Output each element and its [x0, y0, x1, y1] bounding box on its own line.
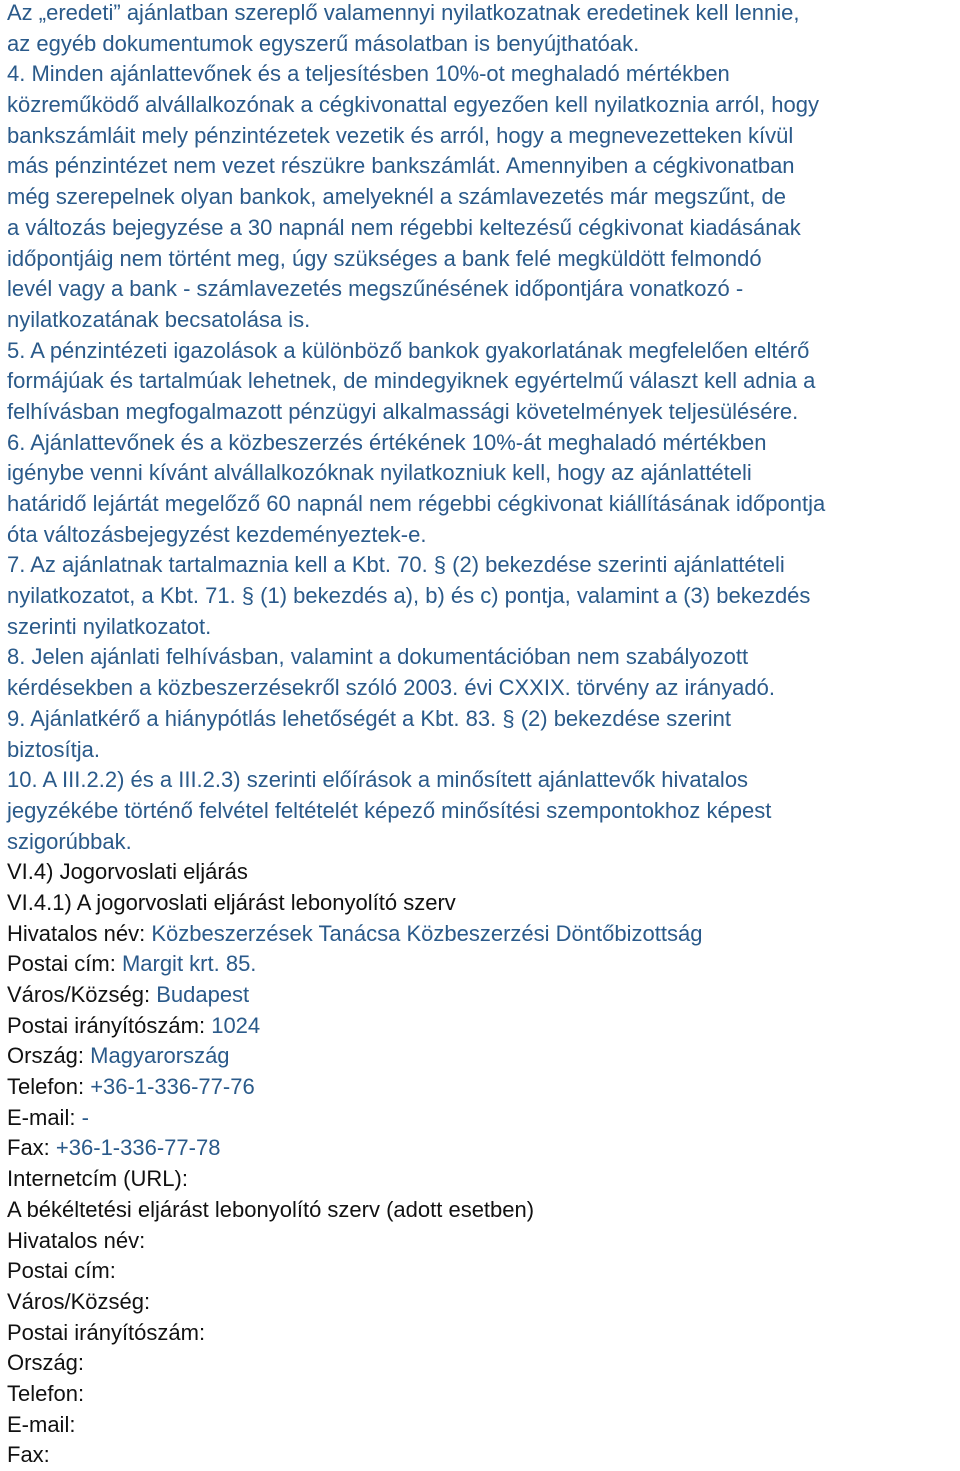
fax-row — [7, 1133, 950, 1164]
paragraph-line: jegyzékébe történő felvétel feltételét képező minősítési szempontokhoz képest — [7, 797, 772, 823]
paragraph-line: formájúak és tartalmúak lehetnek, de mindegyiknek egyértelmű választ kell adnia a — [7, 368, 816, 394]
section-subheading: VI.4.1) A jogorvoslati eljárást lebonyolító szerv — [7, 889, 456, 915]
city-value: Budapest — [156, 982, 250, 1007]
paragraph-line: levél vagy a bank - számlavezetés megszűnésének időpontjára vonatkozó - — [7, 276, 744, 302]
phone-label: Telefon: — [7, 1074, 85, 1100]
conditions-paragraphs — [7, 0, 950, 857]
mediation-postal-code-label: Postai irányítószám: — [7, 1319, 206, 1345]
paragraph-line: óta változásbejegyzést kezdeményeztek-e. — [7, 521, 427, 547]
mediation-address-label: Postai cím: — [7, 1258, 116, 1284]
mediation-heading: A békéltetési eljárást lebonyolító szerv (adott esetben) — [7, 1196, 535, 1222]
mediation-body-block — [7, 1195, 950, 1471]
postal-address-row — [7, 949, 950, 980]
paragraph-line: kérdésekben a közbeszerzésekről szóló 2003. évi CXXIX. törvény az irányadó. — [7, 675, 775, 701]
country-value: Magyarország — [90, 1043, 230, 1069]
email-label: E-mail: — [7, 1104, 76, 1130]
fax-value: +36-1-336-77-78 — [55, 1135, 221, 1161]
mediation-name-label: Hivatalos név: — [7, 1227, 146, 1253]
official-name-label: Hivatalos név: — [7, 920, 146, 946]
paragraph-line: 5. A pénzintézeti igazolások a különböző bankok gyakorlatának megfelelően eltérő — [7, 337, 810, 363]
mediation-email-label: E-mail: — [7, 1411, 76, 1437]
postal-address-value: Margit krt. 85. — [121, 951, 257, 977]
url-label: Internetcím (URL): — [7, 1166, 188, 1192]
paragraph-line: 7. Az ajánlatnak tartalmaznia kell a Kbt. 70. § (2) bekezdése szerinti ajánlattételi — [7, 552, 785, 578]
city-label: Város/Község: — [7, 982, 151, 1007]
email-row — [7, 1103, 950, 1134]
country-label: Ország: — [7, 1043, 85, 1069]
paragraph-line: nyilatkozatának becsatolása is. — [7, 306, 311, 332]
paragraph-line: biztosítja. — [7, 736, 100, 762]
paragraph-line: a változás bejegyzése a 30 napnál nem régebbi keltezésű cégkivonat kiadásának — [7, 214, 801, 240]
city-row — [7, 980, 950, 1011]
official-name-value: Közbeszerzések Tanácsa Közbeszerzési Döntőbizottság — [151, 920, 703, 946]
paragraph-line: nyilatkozatot, a Kbt. 71. § (1) bekezdés a), b) és c) pontja, valamint a (3) bekezdés — [7, 583, 811, 609]
mediation-fax-label: Fax: — [7, 1442, 50, 1468]
paragraph-line: 4. Minden ajánlattevőnek és a teljesítésben 10%-ot meghaladó mértékben — [7, 61, 730, 87]
paragraph-line: még szerepelnek olyan bankok, amelyeknél a számlavezetés már megszűnt, de — [7, 184, 786, 210]
paragraph-line: szerinti nyilatkozatot. — [7, 613, 212, 639]
postal-code-row — [7, 1011, 950, 1042]
paragraph-line: Az „eredeti” ajánlatban szereplő valamennyi nyilatkozatnak eredetinek kell lennie, — [7, 0, 800, 25]
country-row — [7, 1041, 950, 1072]
official-name-row — [7, 919, 950, 950]
mediation-phone-label: Telefon: — [7, 1380, 85, 1406]
phone-row — [7, 1072, 950, 1103]
paragraph-line: határidő lejártát megelőző 60 napnál nem régebbi cégkivonat kiállításának időpontja — [7, 491, 826, 516]
paragraph-line: 6. Ajánlattevőnek és a közbeszerzés értékének 10%-át meghaladó mértékben — [7, 429, 767, 455]
paragraph-line: szigorúbbak. — [7, 828, 132, 854]
mediation-country-label: Ország: — [7, 1350, 85, 1376]
postal-address-label: Postai cím: — [7, 951, 116, 977]
paragraph-line: időpontjáig nem történt meg, úgy szükséges a bank felé megküldött felmondó — [7, 245, 762, 271]
paragraph-line: bankszámláit mely pénzintézetek vezetik és arról, hogy a megnevezetteken kívül — [7, 122, 794, 148]
review-body-block — [7, 919, 950, 1195]
paragraph-line: 8. Jelen ajánlati felhívásban, valamint a dokumentációban nem szabályozott — [7, 644, 749, 670]
postal-code-value: 1024 — [211, 1012, 261, 1038]
paragraph-line: igénybe venni kívánt alvállalkozóknak nyilatkozniuk kell, hogy az ajánlattételi — [7, 460, 752, 486]
paragraph-line: 10. A III.2.2) és a III.2.3) szerinti előírások a minősített ajánlattevők hivatalos — [7, 767, 749, 793]
paragraph-line: felhívásban megfogalmazott pénzügyi alkalmassági követelmények teljesülésére. — [7, 398, 799, 424]
mediation-city-label: Város/Község: — [7, 1288, 151, 1314]
paragraph-line: más pénzintézet nem vezet részükre bankszámlát. Amennyiben a cégkivonatban — [7, 153, 795, 179]
fax-label: Fax: — [7, 1135, 50, 1161]
phone-value: +36-1-336-77-76 — [90, 1074, 255, 1100]
section-heading: VI.4) Jogorvoslati eljárás — [7, 859, 248, 885]
paragraph-line: az egyéb dokumentumok egyszerű másolatban is benyújthatóak. — [7, 30, 640, 56]
paragraph-line: közreműködő alvállalkozónak a cégkivonattal egyezően kell nyilatkoznia arról, hogy — [7, 92, 820, 118]
email-value: - — [81, 1104, 89, 1130]
url-row — [7, 1164, 950, 1195]
postal-code-label: Postai irányítószám: — [7, 1012, 206, 1038]
paragraph-line: 9. Ajánlatkérő a hiánypótlás lehetőségét a Kbt. 83. § (2) bekezdése szerint — [7, 705, 732, 731]
